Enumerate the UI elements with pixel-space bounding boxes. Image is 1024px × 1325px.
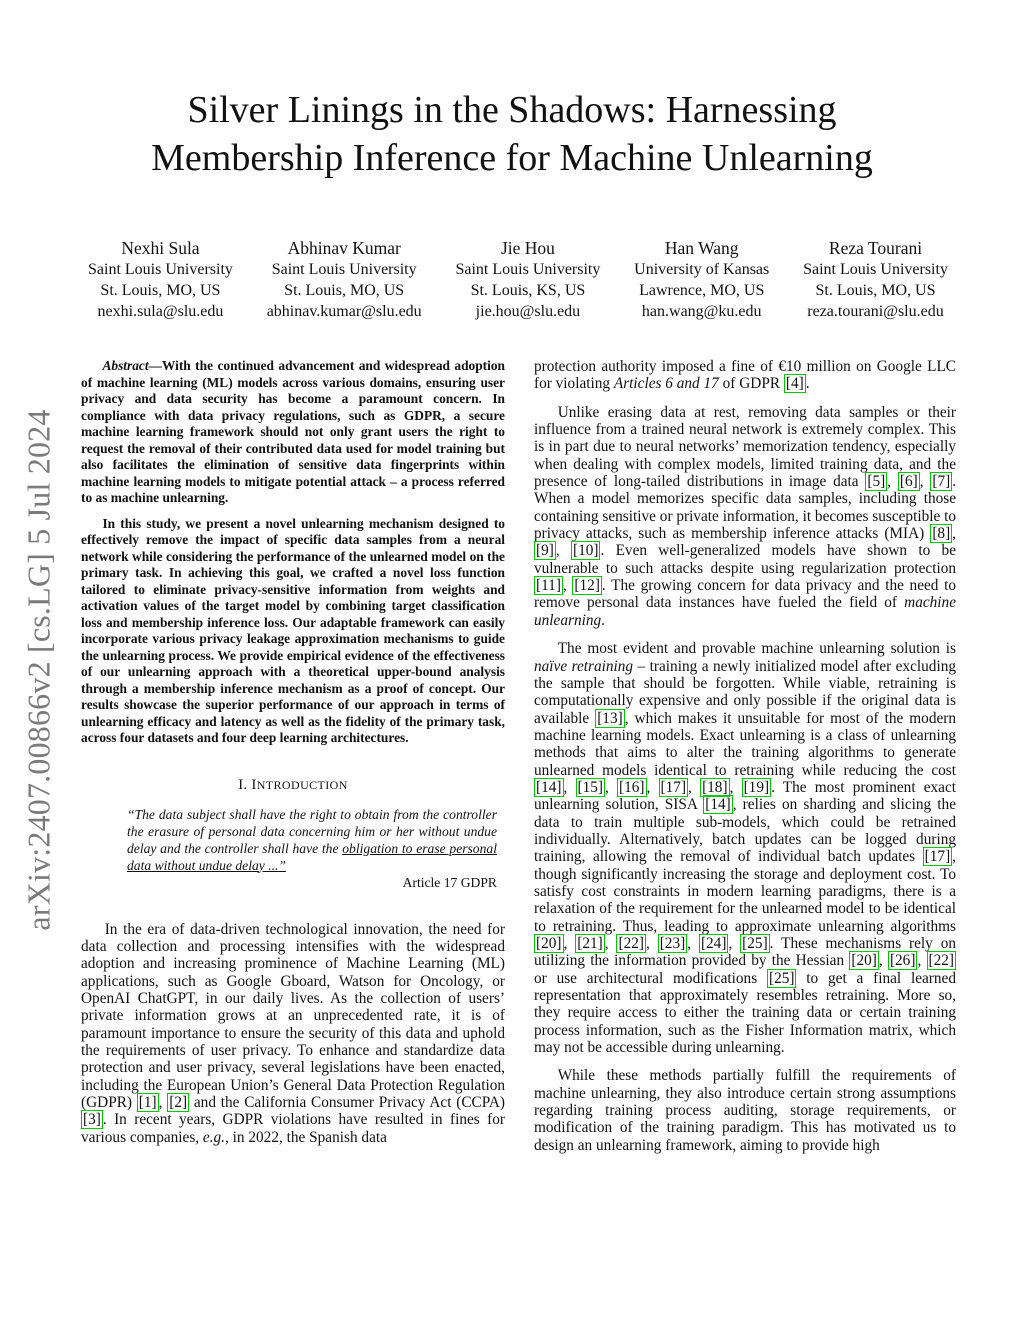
author-email[interactable]: reza.tourani@slu.edu	[807, 303, 944, 320]
citation-link[interactable]: [21]	[577, 935, 603, 952]
citation-link[interactable]: [17]	[660, 778, 687, 796]
citation-link[interactable]: [26]	[889, 952, 916, 970]
section-title-rest: NTRODUCTION	[256, 777, 348, 792]
author-name: Abhinav Kumar	[287, 238, 401, 258]
citation-link[interactable]: [25]	[742, 935, 768, 952]
intro-paragraph-3: The most evident and provable machine unlearning solution is naïve retraining – training a newly initialized model after excluding the sample that should be forgotten. While viable, retraining is computationally expensive and only possible if the original data is available [13] , which makes it unsuitable for most of the modern machine learning models. Exact unlearning is a class of unlearning methods that aims to alter the training algorithms to generate unlearned models identical to retraining while reducing the cost [14] , [15] , [16] , [17] , [18] , [19] . The most prominent exact unlearning solution, SISA [14] , relies on sharding and slicing the data to train multiple sub-models, which could be retrained individually. Alternatively, batch updates can be logged during training, allowing the removal of individual batch updates [17] , though significantly increasing the storage and deployment cost. To satisfy cost constraints in modern learning paradigms, there is a relaxation of the requirement for the unlearned model to be identical to retraining. Thus, leading to approximate unlearning algorithms [20] , [21] , [22] , [23] , [24] , [25] . These mechanisms rely on utilizing the information provided by the Hessian [20] , [26] , [22] or use architectural modifications [25] to get a final learned representation that approximately resembles retraining. More so, they require access to either the training data or certain training process information, such as the Fisher Information matrix, which may not be accessible during unlearning.	[534, 640, 957, 1057]
citation-link[interactable]: [7]	[932, 473, 951, 491]
text-run: . The growing concern for data privacy and the need to remove personal data instances have fueled the field of	[534, 577, 956, 612]
author-location: St. Louis, MO, US	[284, 282, 405, 299]
quote-source: Article 17 GDPR	[402, 874, 497, 890]
text-run: , though significantly increasing the storage and deployment cost. To satisfy cost constraints in modern learning paradigms, there is a relaxation of the requirement for the unlearned model to be identical to retraining. Thus, leading to approximate unlearning algorithms	[534, 848, 956, 935]
citation-link[interactable]: [8]	[932, 525, 951, 543]
text-run: protection authority imposed a fine of €10 million on Google LLC for violating	[534, 358, 956, 393]
author-affiliation: Saint Louis University	[271, 261, 417, 278]
text-run: . When a model memorizes specific data samples, including those containing sensitive or private information, it becomes susceptible to privacy attacks, such as membership inference attacks (MIA)	[534, 473, 957, 543]
abstract-label: Abstract	[102, 358, 149, 373]
section-initial: I	[251, 776, 257, 793]
citation-link[interactable]: [20]	[851, 952, 877, 970]
citation-link[interactable]: [12]	[574, 577, 600, 595]
author-location: St. Louis, MO, US	[100, 282, 221, 299]
citation-link[interactable]: [22]	[618, 935, 644, 952]
text-run: in 2022, the Spanish data	[228, 1128, 387, 1146]
intro-paragraph-1-continued: protection authority imposed a fine of €10 million on Google LLC for violating Articles 6 and 17 of GDPR [4] .	[534, 358, 956, 393]
citation-link[interactable]: [1]	[138, 1093, 157, 1111]
author-affiliation: Saint Louis University	[88, 261, 233, 278]
citation-link[interactable]: [3]	[83, 1111, 101, 1129]
right-column	[534, 358, 956, 1154]
author-location: St. Louis, KS, US	[470, 282, 586, 299]
author-name: Jie Hou	[500, 238, 555, 258]
title-line-1: Silver Linings in the Shadows: Harnessing	[187, 89, 837, 131]
text-run: – training a newly initialized model after excluding the sample that should be forgotten. While viable, retraining is computationally expensive and only possible if the original data is available	[534, 657, 957, 727]
text-run: . These mechanisms rely on utilizing the information provided by the Hessian	[534, 935, 957, 970]
quote-text-underlined: obligation to erase personal data without undue delay ...”	[127, 840, 497, 873]
author-email[interactable]: jie.hou@slu.edu	[475, 303, 581, 320]
text-run-italic: naïve retraining	[534, 657, 634, 675]
arxiv-identifier	[4, 374, 74, 966]
section-number: I.	[238, 776, 248, 793]
author-affiliation: Saint Louis University	[803, 261, 948, 278]
author-name: Reza Tourani	[828, 238, 923, 258]
citation-link[interactable]: [20]	[536, 935, 562, 952]
left-column	[81, 358, 505, 1146]
text-run: of GDPR	[718, 375, 784, 393]
intro-paragraph-1: In the era of data-driven technological innovation, the need for data collection and processing intensifies with the widespread adoption and increasing prominence of Machine Learning (ML) applications, such as Google Gboard, Watson for Oncology, or OpenAI ChatGPT, in our daily lives. As the collection of users’ private information grows at an unprecedented rate, it is of paramount importance to ensure the security of this data and uphold the requirements of user privacy. To enhance and standardize data protection and user privacy, several legislations have been enacted, including the European Union’s General Data Protection Regulation (GDPR) [1] , [2] and the California Consumer Privacy Act (CCPA) [3] . In recent years, GDPR violations have resulted in fines for various companies, e.g., in 2022, the Spanish data	[81, 920, 505, 1146]
paper-title	[60, 86, 964, 182]
text-run: , relies on sharding and slicing the data to train multiple sub-models, which could be retrained individually. Alternatively, batch updates can be logged during training, allowing the removal of individual batch updates	[534, 796, 956, 866]
citation-link[interactable]: [25]	[768, 969, 795, 987]
author-email[interactable]: abhinav.kumar@slu.edu	[266, 303, 422, 320]
text-run: . The most prominent exact unlearning solution, SISA	[534, 778, 957, 814]
title-line-2: Membership Inference for Machine Unlearning	[151, 137, 873, 179]
abstract-paragraph-2: In this study, we present a novel unlearning mechanism designed to effectively remove the impact of specific data samples from a neural network while considering the performance of the unlearned model on the primary task. In achieving this goal, we crafted a novel loss function tailored to eliminate privacy-sensitive information from weights and activation values of the target model by combining target classification loss and membership inference loss. Our adaptable framework can easily incorporate various privacy leakage approximation mechanisms to guide the unlearning process. We provide empirical evidence of the effectiveness of our unlearning approach with a theoretical upper-bound analysis through a membership inference mechanism as a proof of concept. Our results showcase the superior performance of our approach in terms of unlearning efficacy and latency as well as the fidelity of the primary task, across four datasets and four deep learning architectures.	[81, 515, 505, 745]
text-run: to get a final learned representation that approximately resembles retraining. More so, they require access to either the training data or certain training process information, such as the Fisher Information matrix, which may not be accessible during unlearning.	[534, 969, 956, 1057]
arxiv-identifier-text: arXiv:2407.00866v2 [cs.LG] 5 Jul 2024	[20, 409, 57, 931]
text-run: In the era of data-driven technological innovation, the need for data collection and processing intensifies with the widespread adoption and increasing prominence of Machine Learning (ML) applications, such as Google Gboard, Watson for Oncology, or OpenAI ChatGPT, in our daily lives. As the collection of users’ private information grows at an unprecedented rate, it is of paramount importance to ensure the security of this data and uphold the requirements of user privacy. To enhance and standardize data protection and user privacy, several legislations have been enacted, including the European Union’s General Data Protection Regulation (GDPR)	[81, 920, 505, 1111]
author-block	[88, 237, 948, 322]
citation-link[interactable]: [6]	[899, 473, 918, 491]
text-run: . Even well-generalized models have shown to be vulnerable to such attacks despite using regularization protection	[534, 542, 956, 577]
citation-link[interactable]: [2]	[169, 1093, 188, 1111]
citation-link[interactable]: [19]	[743, 778, 770, 796]
abstract-text-1: With the continued advancement and widespread adoption of machine learning (ML) models across various domains, ensuring user privacy and data security has become a paramount concern. In compliance with data privacy regulations, such as GDPR, a secure machine learning framework should not only grant users the right to request the removal of their contributed data used for model training but also facilitates the elimination of sensitive data fingerprints within machine learning models to mitigate potential attack – a process referred to as machine unlearning.	[81, 358, 505, 505]
citation-link[interactable]: [22]	[928, 952, 955, 970]
citation-link[interactable]: [14]	[705, 796, 731, 814]
citation-link[interactable]: [15]	[577, 778, 604, 796]
text-run: or use architectural modifications	[534, 969, 767, 987]
author-location: Lawrence, MO, US	[639, 282, 765, 299]
quote-text: “The data subject shall have the right to obtain from the controller the erasure of personal data concerning him or her without undue delay and the controller shall have the	[127, 806, 497, 856]
author-email[interactable]: nexhi.sula@slu.edu	[97, 303, 224, 320]
citation-link[interactable]: [9]	[536, 542, 554, 560]
text-run-italic: Articles 6 and 17	[613, 375, 719, 393]
author-name: Han Wang	[664, 238, 739, 258]
text-run: , which makes it unsuitable for most of the modern machine learning models. Exact unlearning is a class of unlearning methods that aims to alter the training algorithms to generate unlearned models identical to retraining while reducing the cost	[534, 709, 957, 779]
author	[455, 237, 600, 322]
intro-paragraph-2: Unlike erasing data at rest, removing data samples or their influence from a trained neural network is extremely complex. This is in part due to neural networks’ memorization tendency, especially when dealing with complex models, limited training data, and the presence of long-tailed distributions in image data [5] , [6] , [7] . When a model memorizes specific data samples, including those containing sensitive or private information, it becomes susceptible to privacy attacks, such as membership inference attacks (MIA) [8] , [9] , [10] . Even well-generalized models have shown to be vulnerable to such attacks despite using regularization protection [11] , [12] . The growing concern for data privacy and the need to remove personal data instances have fueled the field of machine unlearning.	[534, 403, 957, 629]
text-run: and the California Consumer Privacy Act (CCPA)	[189, 1093, 505, 1111]
author	[803, 237, 948, 322]
citation-link[interactable]: [10]	[572, 542, 599, 560]
citation-link[interactable]: [11]	[536, 577, 561, 595]
text-run: The most evident and provable machine unlearning solution is	[557, 640, 956, 658]
citation-link[interactable]: [4]	[785, 375, 804, 393]
author-email[interactable]: han.wang@ku.edu	[641, 303, 762, 320]
author	[634, 237, 769, 322]
citation-link[interactable]: [24]	[700, 935, 727, 952]
author-name: Nexhi Sula	[121, 238, 200, 258]
citation-link[interactable]: [13]	[597, 709, 623, 727]
citation-link[interactable]: [16]	[619, 778, 645, 796]
text-run-italic: e.g.,	[202, 1128, 229, 1146]
citation-link[interactable]: [14]	[536, 778, 562, 796]
abstract-paragraph-1: Abstract—With the continued advancement and widespread adoption of machine learning (ML) models across various domains, ensuring user privacy and data security has become a paramount concern. In compliance with data privacy regulations, such as GDPR, a secure machine learning framework should not only grant users the right to request the removal of their contributed data used for model training but also facilitates the elimination of sensitive data fingerprints within machine learning models to mitigate potential attack – a process referred to as machine unlearning.	[81, 358, 505, 505]
gdpr-quote	[127, 806, 497, 874]
author	[88, 237, 233, 322]
citation-link[interactable]: [23]	[659, 935, 686, 952]
citation-link[interactable]: [17]	[924, 848, 951, 866]
citation-link[interactable]: [5]	[867, 473, 886, 491]
author	[267, 237, 422, 322]
section-heading	[81, 777, 505, 794]
text-run: . In recent years, GDPR violations have resulted in fines for various companies,	[81, 1111, 505, 1146]
citation-link[interactable]: [18]	[702, 778, 728, 796]
intro-paragraph-4: While these methods partially fulfill the requirements of machine unlearning, they also introduce certain strong assumptions regarding training process auditing, storage requirements, or modification of the training paradigm. This has motivated us to design an unlearning framework, aiming to provide high	[534, 1067, 956, 1154]
author-location: St. Louis, MO, US	[815, 282, 936, 299]
author-affiliation: Saint Louis University	[455, 261, 601, 278]
author-affiliation: University of Kansas	[634, 261, 770, 278]
text-run-italic: machine unlearning	[534, 594, 956, 629]
text-run: Unlike erasing data at rest, removing data samples or their influence from a trained neural network is extremely complex. This is in part due to neural networks’ memorization tendency, especially when dealing with complex models, limited training data, and the presence of long-tailed distributions in image data	[534, 403, 956, 491]
